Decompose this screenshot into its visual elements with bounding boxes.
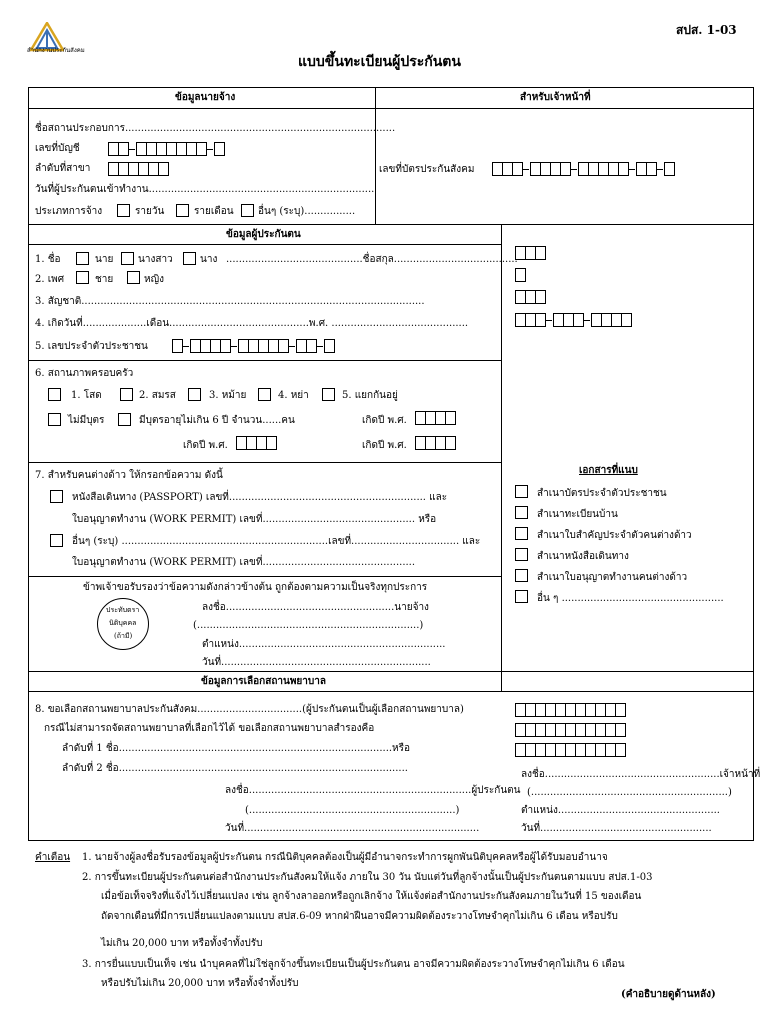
no-child-label: ไม่มีบุตร xyxy=(68,415,105,426)
widowed-label: 3. หม้าย xyxy=(209,390,247,401)
note-1: 1. นายจ้างผู้ลงชื่อรับรองข้อมูลผู้ประกันตน กรณีนิติบุคคลต้องเป็นผู้มีอำนาจกระทำการผูกพันนิติบุคคลหรือผู้ได้รับมอบอำนาจ xyxy=(82,852,608,863)
officer-prefix-cells[interactable] xyxy=(515,246,545,260)
account-no-label: เลขที่บัญชี xyxy=(35,143,80,154)
seal-line-1: ประทับตรา xyxy=(106,606,140,614)
officer-birth-cells[interactable] xyxy=(515,313,631,327)
name-label: 1. ชื่อ xyxy=(35,254,61,265)
insured-name-field[interactable]: (.................................................................) xyxy=(245,805,460,816)
child-birth-year-b-input[interactable] xyxy=(236,436,276,450)
passport-field[interactable]: หนังสือเดินทาง (PASSPORT) เลขที่.............................................................. และ xyxy=(72,492,448,503)
doc-item-1: สำเนาบัตรประจำตัวประชาชน xyxy=(537,488,667,499)
nationality-field[interactable]: 3. สัญชาติ............................................................................................................ xyxy=(35,296,425,307)
employer-date-field[interactable]: วันที่.................................................................. xyxy=(202,657,431,668)
officer-name-field[interactable]: (..............................................................) xyxy=(527,787,732,798)
employer-name-field[interactable]: (......................................................................) xyxy=(193,620,424,631)
family-heading: 6. สถานภาพครอบครัว xyxy=(35,368,134,379)
id-no-input[interactable] xyxy=(172,339,334,353)
seal-line-3: (ถ้ามี) xyxy=(114,632,133,640)
doc-checkbox-4[interactable] xyxy=(515,548,528,561)
male-checkbox[interactable] xyxy=(76,271,89,284)
other-doc-field[interactable]: อื่นๆ (ระบุ) .................................................................เลขที่.................................. และ xyxy=(72,536,481,547)
insured-date-field[interactable]: วันที่.......................................................................... xyxy=(225,823,480,834)
other-type-checkbox[interactable] xyxy=(241,204,254,217)
doc-checkbox-3[interactable] xyxy=(515,527,528,540)
officer-nationality-cells[interactable] xyxy=(515,290,545,304)
employment-type-label: ประเภทการจ้าง xyxy=(35,206,103,217)
other-type-label[interactable]: อื่นๆ (ระบุ)................ xyxy=(258,206,356,217)
note-3a: 3. การยื่นแบบเป็นเท็จ เช่น นำบุคคลที่ไม่ใช่ลูกจ้างขึ้นทะเบียนเป็นผู้ประกันตน อาจมีความผิดต้องระวางโทษจำคุกไม่เกิน 6 เดือน xyxy=(82,959,625,970)
note-2c: ถัดจากเดือนที่มีการเปลี่ยนแปลงตามแบบ สปส.6-09 หากฝ่าฝืนอาจมีความผิดต้องระวางโทษจำคุกไม่เกิน 6 เดือน หรือปรับ xyxy=(101,911,618,922)
female-label: หญิง xyxy=(144,274,164,285)
seal-line-2: นิติบุคคล xyxy=(109,619,137,627)
sex-label: 2. เพศ xyxy=(35,274,65,285)
doc-checkbox-2[interactable] xyxy=(515,506,528,519)
start-date-field[interactable]: วันที่ผู้ประกันตนเข้าทำงาน....................................................................... xyxy=(35,184,375,195)
certification-text: ข้าพเจ้าขอรับรองว่าข้อความดังกล่าวข้างต้น ถูกต้องตามความเป็นจริงทุกประการ xyxy=(83,582,428,593)
foreigner-heading: 7. สำหรับคนต่างด้าว ให้กรอกข้อความ ดังนี้ xyxy=(35,470,223,481)
mr-checkbox[interactable] xyxy=(76,252,89,265)
hospital-alt1-field[interactable]: ลำดับที่ 1 ชื่อ......................................................................................หรือ xyxy=(62,743,411,754)
monthly-checkbox[interactable] xyxy=(176,204,189,217)
has-child-label[interactable]: มีบุตรอายุไม่เกิน 6 ปี จำนวน......คน xyxy=(139,415,295,426)
married-checkbox[interactable] xyxy=(120,388,133,401)
id-no-label: 5. เลขประจำตัวประชาชน xyxy=(35,341,148,352)
doc-item-6[interactable]: อื่น ๆ ................................................... xyxy=(537,593,724,604)
account-no-input[interactable] xyxy=(108,142,224,156)
miss-label: นางสาว xyxy=(138,254,173,265)
employer-sign-field[interactable]: ลงชื่อ.....................................................นายจ้าง xyxy=(202,602,429,613)
officer-position-field[interactable]: ตำแหน่ง................................................... xyxy=(521,805,720,816)
divorced-checkbox[interactable] xyxy=(258,388,271,401)
insured-heading: ข้อมูลผู้ประกันตน xyxy=(226,229,301,240)
note-2a: 2. การขึ้นทะเบียนผู้ประกันตนต่อสำนักงานประกันสังคมให้แจ้ง ภายใน 30 วัน นับแต่วันที่ลูกจ้างนั้นเป็นผู้ประกันตนตามแบบ สปส.1-03 xyxy=(82,872,653,883)
note-3b: หรือปรับไม่เกิน 20,000 บาท หรือทั้งจำทั้งปรับ xyxy=(101,978,299,989)
mrs-checkbox[interactable] xyxy=(183,252,196,265)
doc-item-2: สำเนาทะเบียนบ้าน xyxy=(537,509,618,520)
single-checkbox[interactable] xyxy=(48,388,61,401)
work-permit-field[interactable]: ใบอนุญาตทำงาน (WORK PERMIT) เลขที่................................................ หรือ xyxy=(72,514,437,525)
doc-checkbox-1[interactable] xyxy=(515,485,528,498)
other-doc-checkbox[interactable] xyxy=(50,534,63,547)
doc-item-5: สำเนาใบอนุญาตทำงานคนต่างด้าว xyxy=(537,572,688,583)
birth-field[interactable]: 4. เกิดวันที่....................เดือน............................................พ.ศ. ........................................... xyxy=(35,318,469,329)
branch-no-input[interactable] xyxy=(108,162,168,176)
mrs-label: นาง xyxy=(200,254,218,265)
officer-heading: สำหรับเจ้าหน้าที่ xyxy=(520,92,591,103)
officer-sign-field[interactable]: ลงชื่อ.......................................................เจ้าหน้าที่ xyxy=(521,769,761,780)
officer-hospital-cells-3[interactable] xyxy=(515,743,625,757)
hospital-heading: ข้อมูลการเลือกสถานพยาบาล xyxy=(201,676,326,687)
work-permit2-field[interactable]: ใบอนุญาตทำงาน (WORK PERMIT) เลขที่................................................ xyxy=(72,557,416,568)
note-2b: เมื่อข้อเท็จจริงที่แจ้งไว้เปลี่ยนแปลง เช่น ลูกจ้างลาออกหรือถูกเลิกจ้าง ให้แจ้งต่อสำนักงานประกันสังคมภายในวันที่ 15 ของเดือน xyxy=(101,891,642,902)
officer-hospital-cells-2[interactable] xyxy=(515,723,625,737)
male-label: ชาย xyxy=(95,274,114,285)
logo-caption: สำนักงานประกันสังคม xyxy=(27,47,85,54)
has-child-checkbox[interactable] xyxy=(118,413,131,426)
hospital-choice-field[interactable]: 8. ขอเลือกสถานพยาบาลประกันสังคม.................................(ผู้ประกันตนเป็นผู้เลือกสถานพยาบาล) xyxy=(35,704,464,715)
docs-heading: เอกสารที่แนบ xyxy=(579,465,638,476)
separated-label: 5. แยกกันอยู่ xyxy=(342,390,398,401)
no-child-checkbox[interactable] xyxy=(48,413,61,426)
note-2d: ไม่เกิน 20,000 บาท หรือทั้งจำทั้งปรับ xyxy=(101,938,263,949)
form-code: สปส. 1-03 xyxy=(676,23,737,37)
employer-heading: ข้อมูลนายจ้าง xyxy=(175,92,236,103)
doc-checkbox-5[interactable] xyxy=(515,569,528,582)
separated-checkbox[interactable] xyxy=(322,388,335,401)
daily-checkbox[interactable] xyxy=(117,204,130,217)
doc-checkbox-6[interactable] xyxy=(515,590,528,603)
child-birth-year-b-label: เกิดปี พ.ศ. xyxy=(183,440,228,451)
hospital-alt-intro: กรณีไม่สามารถจัดสถานพยาบาลที่เลือกไว้ได้ ขอเลือกสถานพยาบาลสำรองคือ xyxy=(44,723,375,734)
mr-label: นาย xyxy=(95,254,114,265)
female-checkbox[interactable] xyxy=(127,271,140,284)
ss-card-label: เลขที่บัตรประกันสังคม xyxy=(379,164,475,175)
miss-checkbox[interactable] xyxy=(121,252,134,265)
ss-card-input[interactable] xyxy=(492,162,674,176)
doc-item-3: สำเนาใบสำคัญประจำตัวคนต่างด้าว xyxy=(537,530,692,541)
see-back-note: (คำอธิบายดูด้านหลัง) xyxy=(621,989,716,1000)
single-label: 1. โสด xyxy=(71,390,102,401)
hospital-alt2-field[interactable]: ลำดับที่ 2 ชื่อ........................................................................................... xyxy=(62,763,408,774)
monthly-label: รายเดือน xyxy=(194,206,234,217)
notes-label: คำเตือน xyxy=(35,852,71,863)
married-label: 2. สมรส xyxy=(139,390,176,401)
officer-date-field[interactable]: วันที่...................................................... xyxy=(521,823,712,834)
passport-checkbox[interactable] xyxy=(50,490,63,503)
officer-sex-cell[interactable] xyxy=(515,268,525,282)
officer-hospital-cells-1[interactable] xyxy=(515,703,625,717)
doc-item-4: สำเนาหนังสือเดินทาง xyxy=(537,551,629,562)
daily-label: รายวัน xyxy=(135,206,165,217)
child-birth-year-a-label: เกิดปี พ.ศ. xyxy=(362,415,407,426)
child-birth-year-c-input[interactable] xyxy=(415,436,455,450)
divorced-label: 4. หย่า xyxy=(278,390,309,401)
branch-no-label: ลำดับที่สาขา xyxy=(35,163,91,174)
company-name-field[interactable]: ชื่อสถานประกอบการ..................................................................................... xyxy=(35,123,396,134)
widowed-checkbox[interactable] xyxy=(188,388,201,401)
insured-sign-field[interactable]: ลงชื่อ......................................................................ผู้ประกันตน xyxy=(225,785,521,796)
child-birth-year-a-input[interactable] xyxy=(415,411,455,425)
employer-position-field[interactable]: ตำแหน่ง................................................................. xyxy=(202,639,446,650)
page-title: แบบขึ้นทะเบียนผู้ประกันตน xyxy=(298,54,461,70)
child-birth-year-c-label: เกิดปี พ.ศ. xyxy=(362,440,407,451)
surname-field[interactable]: ...........................................ชื่อสกุล....................................... xyxy=(226,254,518,265)
